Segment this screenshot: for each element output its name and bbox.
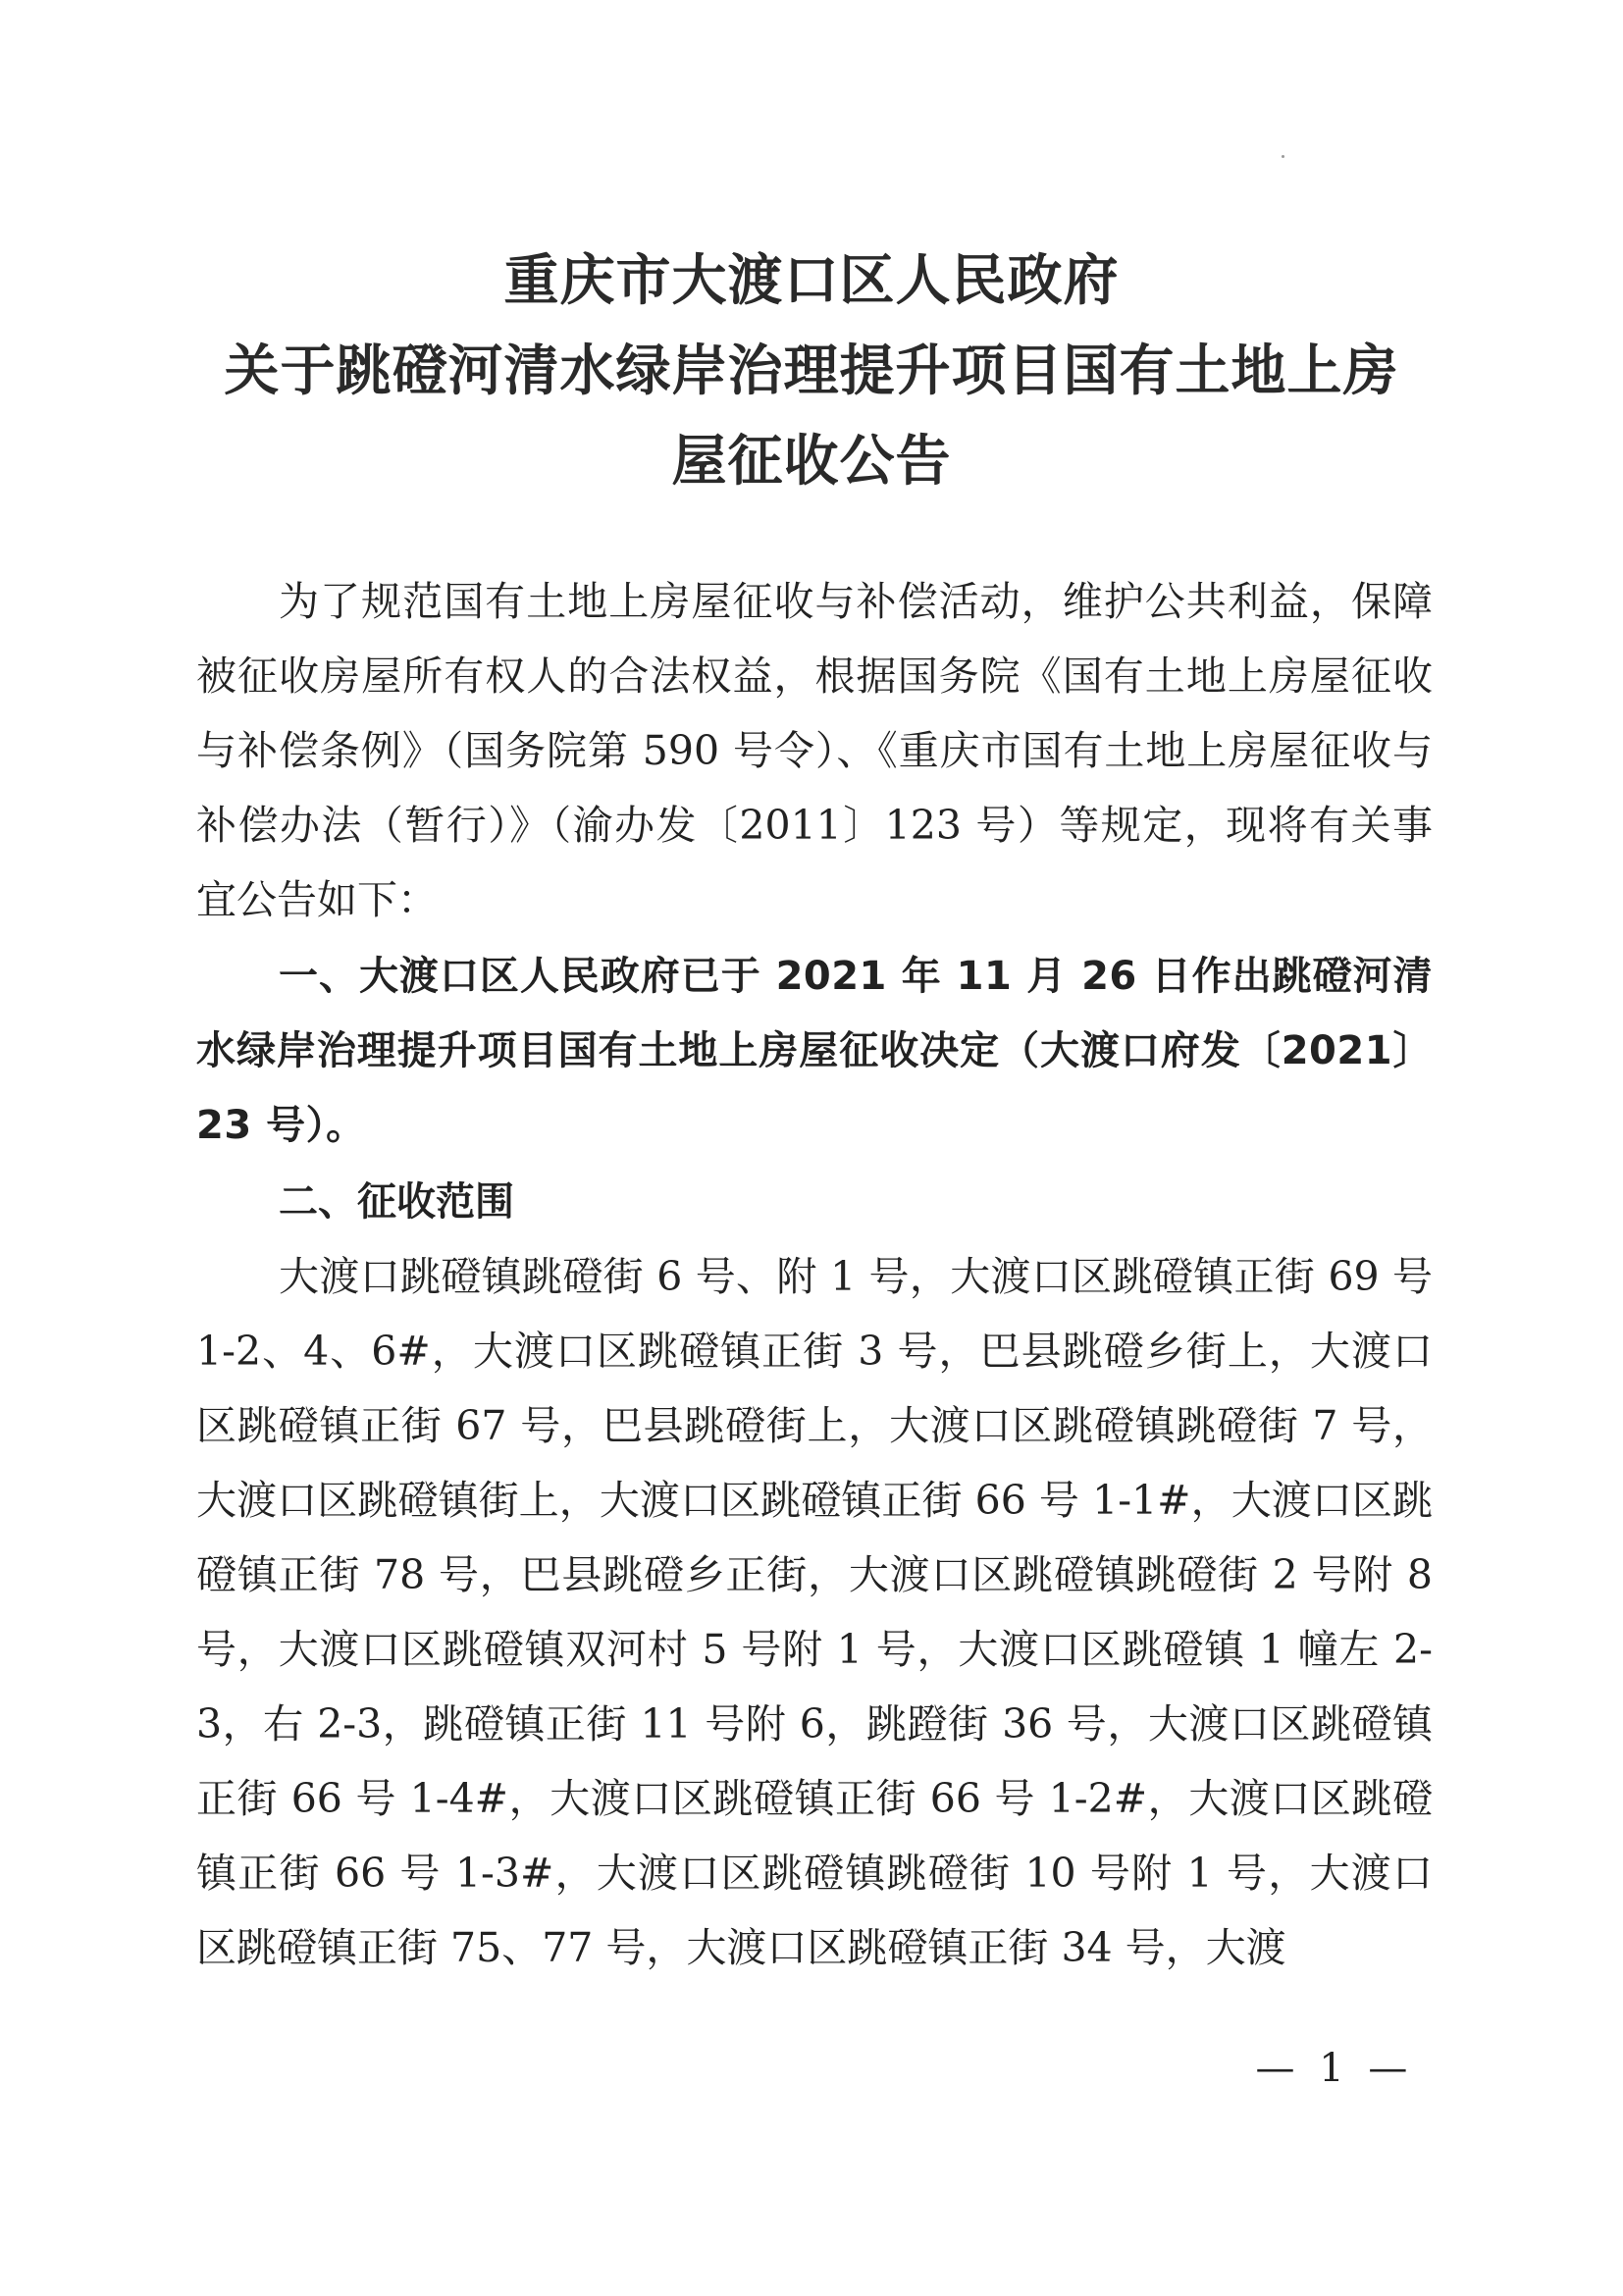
document-title bbox=[147, 235, 1476, 506]
document-body bbox=[196, 564, 1433, 1987]
title-line-2: 关于跳磴河清水绿岸治理提升项目国有土地上房 bbox=[224, 339, 1399, 403]
intro-paragraph: 为了规范国有土地上房屋征收与补偿活动，维护公共利益，保障被征收房屋所有权人的合法权益，根据国务院《国有土地上房屋征收与补偿条例》（国务院第 590 号令）、《重庆市国有土地上房屋征收与补偿办法（暂行）》（渝办发〔2011〕123 号）等规定，现将有关事宜公告如下： bbox=[196, 578, 1433, 923]
title-line-1: 重庆市大渡口区人民政府 bbox=[503, 248, 1120, 313]
title-line-3: 屋征收公告 bbox=[671, 429, 952, 494]
scan-speck bbox=[1282, 155, 1284, 158]
page-number: — 1 — bbox=[1255, 2046, 1414, 2091]
scope-paragraph: 大渡口跳磴镇跳磴街 6 号、附 1 号，大渡口区跳磴镇正街 69 号 1-2、4、6#，大渡口区跳磴镇正街 3 号，巴县跳磴乡街上，大渡口区跳磴镇正街 67 号，巴县跳磴街上，大渡口区跳磴镇跳磴街 7 号，大渡口区跳磴镇街上，大渡口区跳磴镇正街 66 号 1-1#，大渡口区跳磴镇正街 78 号，巴县跳磴乡正街，大渡口区跳磴镇跳磴街 2 号附 8 号，大渡口区跳磴镇双河村 5 号附 1 号，大渡口区跳磴镇 1 幢左 2-3，右 2-3，跳磴镇正街 11 号附 6，跳蹬街 36 号，大渡口区跳磴镇正街 66 号 1-4#，大渡口区跳磴镇正街 66 号 1-2#，大渡口区跳磴镇正街 66 号 1-3#，大渡口区跳磴镇跳磴街 10 号附 1 号，大渡口区跳磴镇正街 75、77 号，大渡口区跳磴镇正街 34 号，大渡 bbox=[196, 1253, 1433, 1971]
decision-paragraph: 一、大渡口区人民政府已于 2021 年 11 月 26 日作出跳磴河清水绿岸治理提升项目国有土地上房屋征收决定（大渡口府发〔2021〕23 号）。 bbox=[196, 954, 1433, 1148]
section-heading-scope: 二、征收范围 bbox=[279, 1179, 514, 1225]
